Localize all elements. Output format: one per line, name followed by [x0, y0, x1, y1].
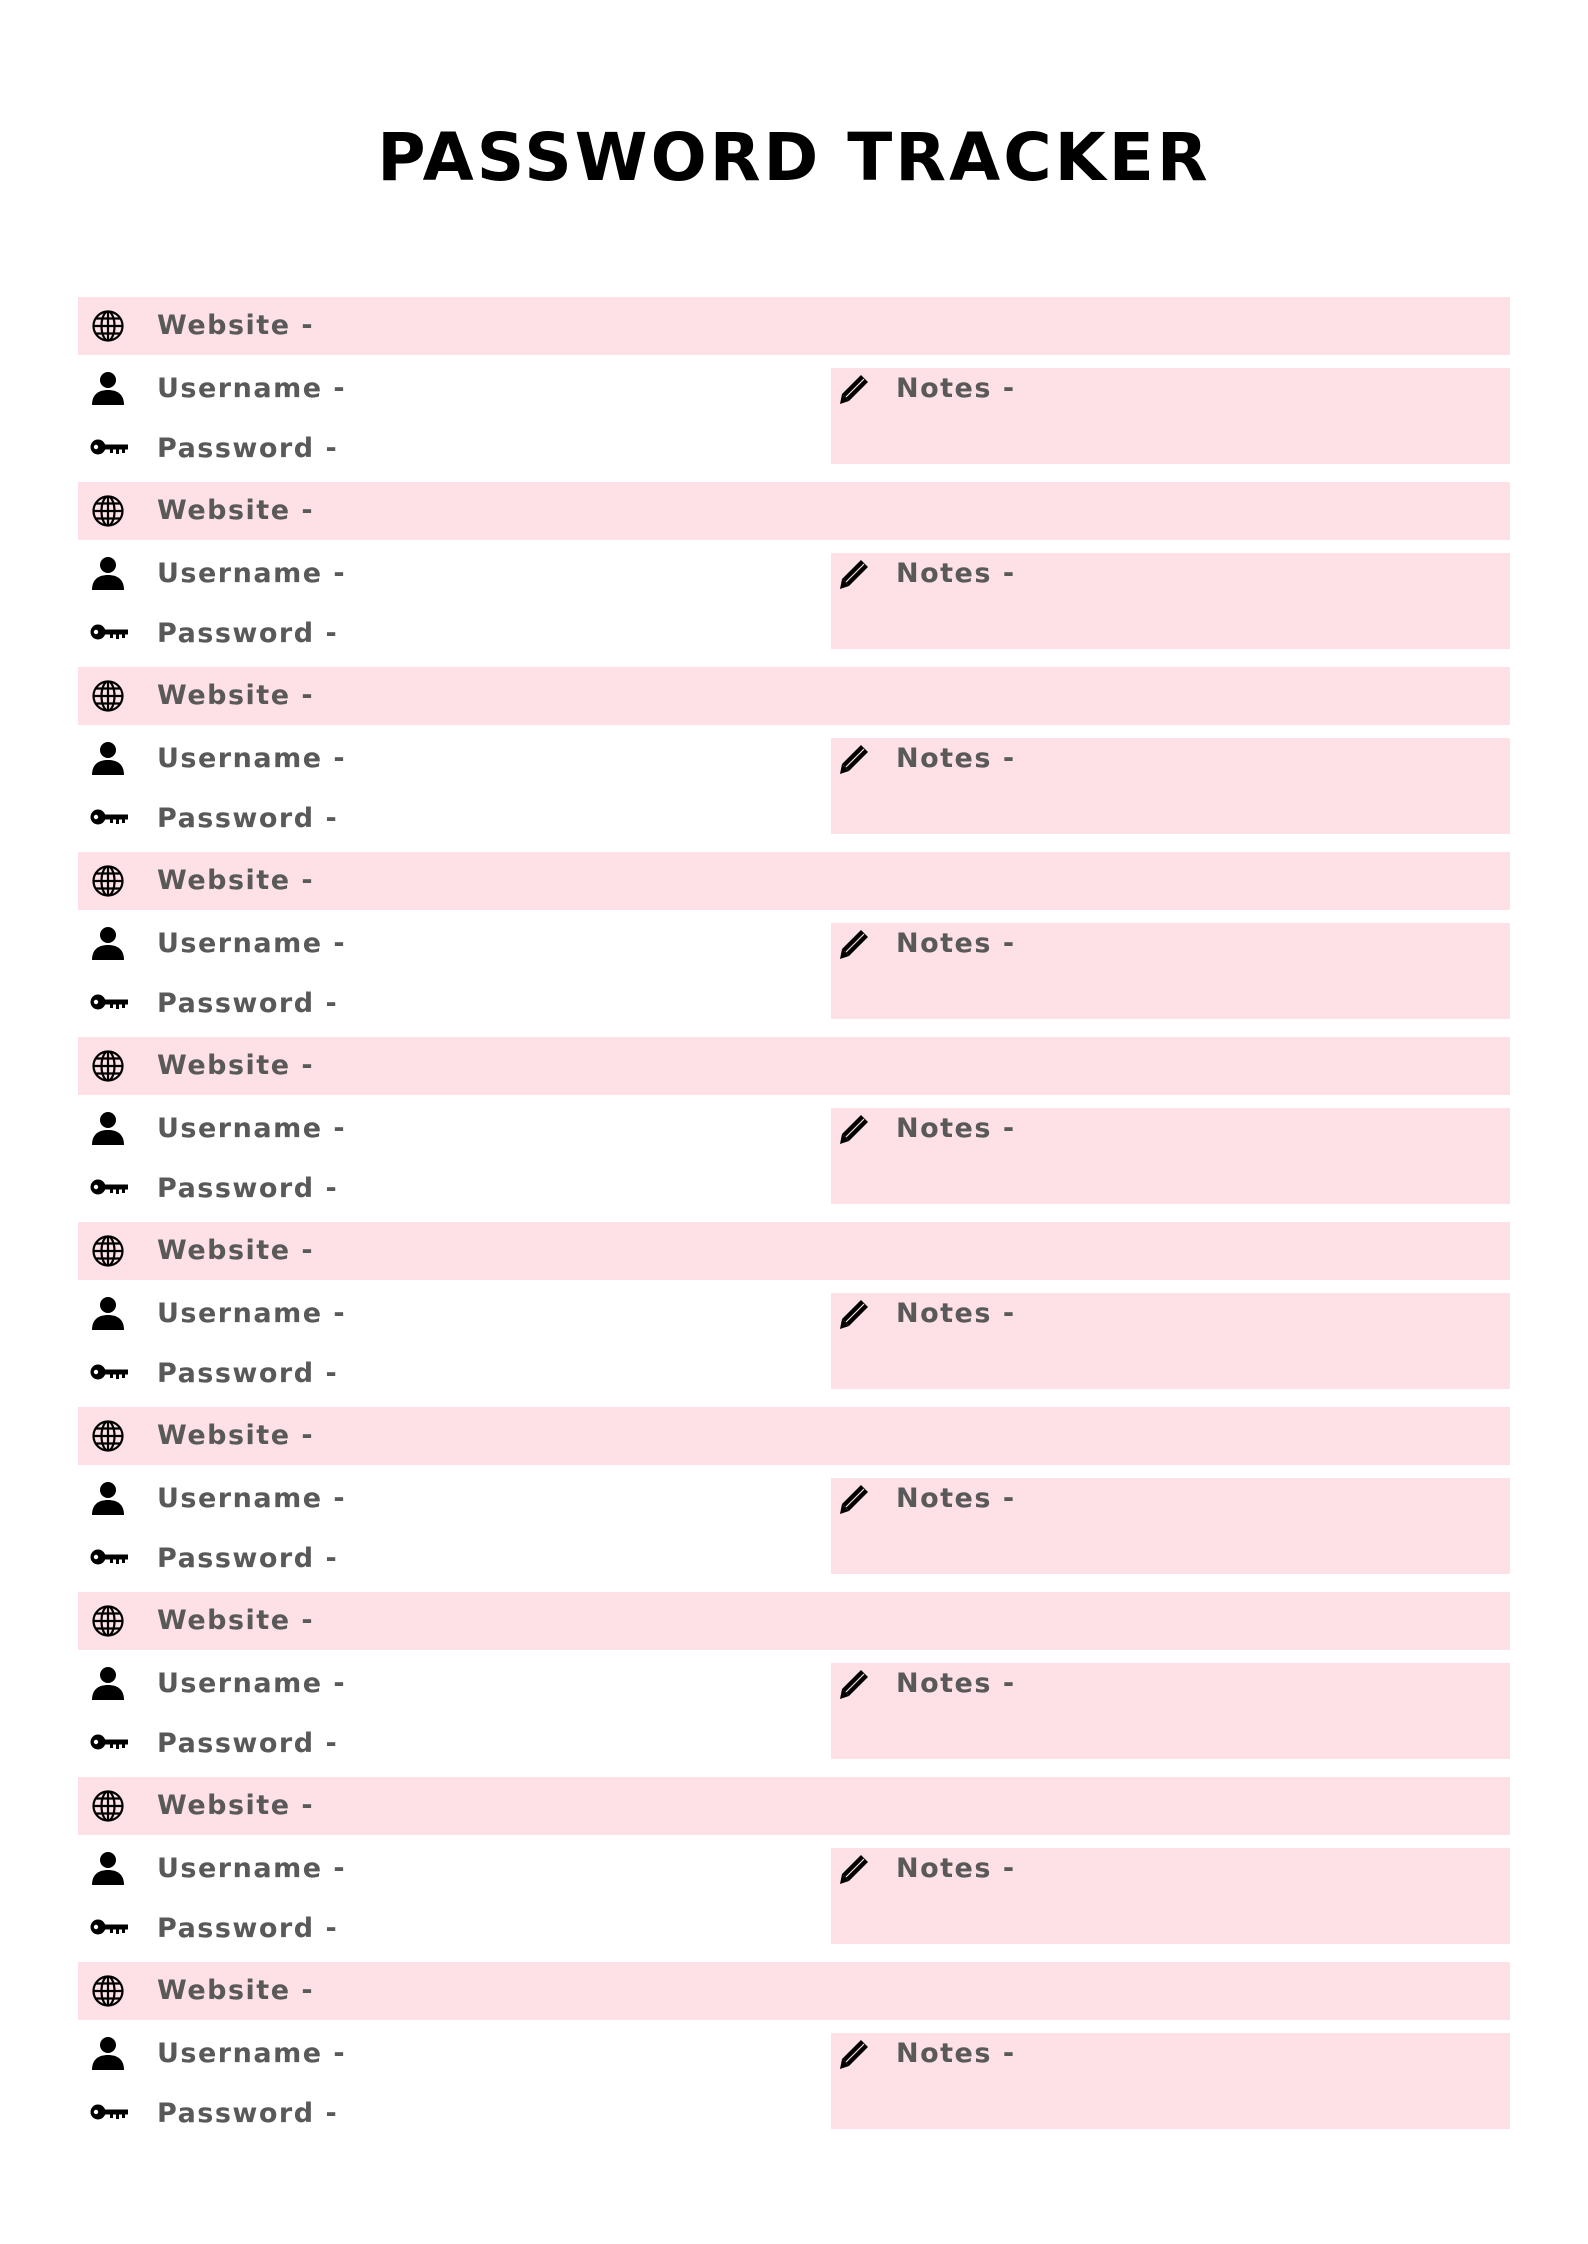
password-entries: [0, 297, 1588, 2147]
pencil-icon: [837, 742, 871, 776]
website-row[interactable]: [78, 1777, 1510, 1835]
globe-icon: [91, 1049, 125, 1083]
key-icon: [90, 437, 128, 457]
password-entry: [0, 667, 1588, 852]
website-row[interactable]: [78, 667, 1510, 725]
username-label: Username -: [157, 373, 347, 404]
website-row[interactable]: [78, 852, 1510, 910]
pencil-icon: [837, 1852, 871, 1886]
password-entry: [0, 1962, 1588, 2147]
notes-box[interactable]: [831, 1663, 1510, 1759]
notes-box[interactable]: [831, 1478, 1510, 1574]
pencil-icon: [837, 557, 871, 591]
username-label: Username -: [157, 2038, 347, 2069]
globe-icon: [91, 864, 125, 898]
user-icon: [90, 1480, 126, 1516]
key-icon: [90, 992, 128, 1012]
user-icon: [90, 925, 126, 961]
notes-label: Notes -: [896, 1298, 1016, 1329]
globe-icon: [91, 679, 125, 713]
pencil-icon: [837, 1667, 871, 1701]
notes-label: Notes -: [896, 1853, 1016, 1884]
pencil-icon: [837, 1482, 871, 1516]
password-entry: [0, 297, 1588, 482]
username-label: Username -: [157, 1483, 347, 1514]
key-icon: [90, 2102, 128, 2122]
password-label: Password -: [157, 803, 339, 834]
notes-label: Notes -: [896, 558, 1016, 589]
globe-icon: [91, 1419, 125, 1453]
globe-icon: [91, 1604, 125, 1638]
username-label: Username -: [157, 1113, 347, 1144]
user-icon: [90, 740, 126, 776]
password-label: Password -: [157, 1543, 339, 1574]
username-label: Username -: [157, 743, 347, 774]
key-icon: [90, 1547, 128, 1567]
user-icon: [90, 555, 126, 591]
website-row[interactable]: [78, 482, 1510, 540]
website-row[interactable]: [78, 297, 1510, 355]
key-icon: [90, 622, 128, 642]
user-icon: [90, 1110, 126, 1146]
notes-label: Notes -: [896, 2038, 1016, 2069]
username-label: Username -: [157, 1853, 347, 1884]
password-label: Password -: [157, 1358, 339, 1389]
notes-box[interactable]: [831, 923, 1510, 1019]
website-row[interactable]: [78, 1407, 1510, 1465]
key-icon: [90, 1362, 128, 1382]
website-row[interactable]: [78, 1592, 1510, 1650]
website-label: Website -: [157, 1605, 315, 1636]
password-label: Password -: [157, 618, 339, 649]
password-label: Password -: [157, 1913, 339, 1944]
globe-icon: [91, 494, 125, 528]
website-label: Website -: [157, 680, 315, 711]
website-label: Website -: [157, 865, 315, 896]
notes-label: Notes -: [896, 373, 1016, 404]
notes-box[interactable]: [831, 1108, 1510, 1204]
password-entry: [0, 1037, 1588, 1222]
website-label: Website -: [157, 310, 315, 341]
notes-box[interactable]: [831, 738, 1510, 834]
password-label: Password -: [157, 433, 339, 464]
key-icon: [90, 1732, 128, 1752]
password-entry: [0, 482, 1588, 667]
password-label: Password -: [157, 988, 339, 1019]
globe-icon: [91, 1789, 125, 1823]
user-icon: [90, 370, 126, 406]
username-label: Username -: [157, 1298, 347, 1329]
username-label: Username -: [157, 1668, 347, 1699]
password-entry: [0, 1222, 1588, 1407]
pencil-icon: [837, 927, 871, 961]
password-entry: [0, 1777, 1588, 1962]
password-entry: [0, 1592, 1588, 1777]
notes-label: Notes -: [896, 1668, 1016, 1699]
website-row[interactable]: [78, 1037, 1510, 1095]
pencil-icon: [837, 372, 871, 406]
password-label: Password -: [157, 2098, 339, 2129]
notes-box[interactable]: [831, 368, 1510, 464]
notes-label: Notes -: [896, 743, 1016, 774]
password-entry: [0, 852, 1588, 1037]
website-label: Website -: [157, 1975, 315, 2006]
key-icon: [90, 1177, 128, 1197]
website-label: Website -: [157, 495, 315, 526]
pencil-icon: [837, 2037, 871, 2071]
pencil-icon: [837, 1297, 871, 1331]
website-label: Website -: [157, 1235, 315, 1266]
website-label: Website -: [157, 1050, 315, 1081]
notes-box[interactable]: [831, 1293, 1510, 1389]
username-label: Username -: [157, 558, 347, 589]
notes-box[interactable]: [831, 1848, 1510, 1944]
website-row[interactable]: [78, 1962, 1510, 2020]
pencil-icon: [837, 1112, 871, 1146]
user-icon: [90, 1295, 126, 1331]
password-label: Password -: [157, 1728, 339, 1759]
website-label: Website -: [157, 1420, 315, 1451]
globe-icon: [91, 309, 125, 343]
key-icon: [90, 807, 128, 827]
password-entry: [0, 1407, 1588, 1592]
notes-box[interactable]: [831, 2033, 1510, 2129]
globe-icon: [91, 1974, 125, 2008]
notes-label: Notes -: [896, 1483, 1016, 1514]
notes-box[interactable]: [831, 553, 1510, 649]
website-label: Website -: [157, 1790, 315, 1821]
username-label: Username -: [157, 928, 347, 959]
website-row[interactable]: [78, 1222, 1510, 1280]
globe-icon: [91, 1234, 125, 1268]
page-title: PASSWORD TRACKER: [377, 119, 1211, 196]
notes-label: Notes -: [896, 1113, 1016, 1144]
password-label: Password -: [157, 1173, 339, 1204]
key-icon: [90, 1917, 128, 1937]
user-icon: [90, 1665, 126, 1701]
user-icon: [90, 2035, 126, 2071]
notes-label: Notes -: [896, 928, 1016, 959]
user-icon: [90, 1850, 126, 1886]
